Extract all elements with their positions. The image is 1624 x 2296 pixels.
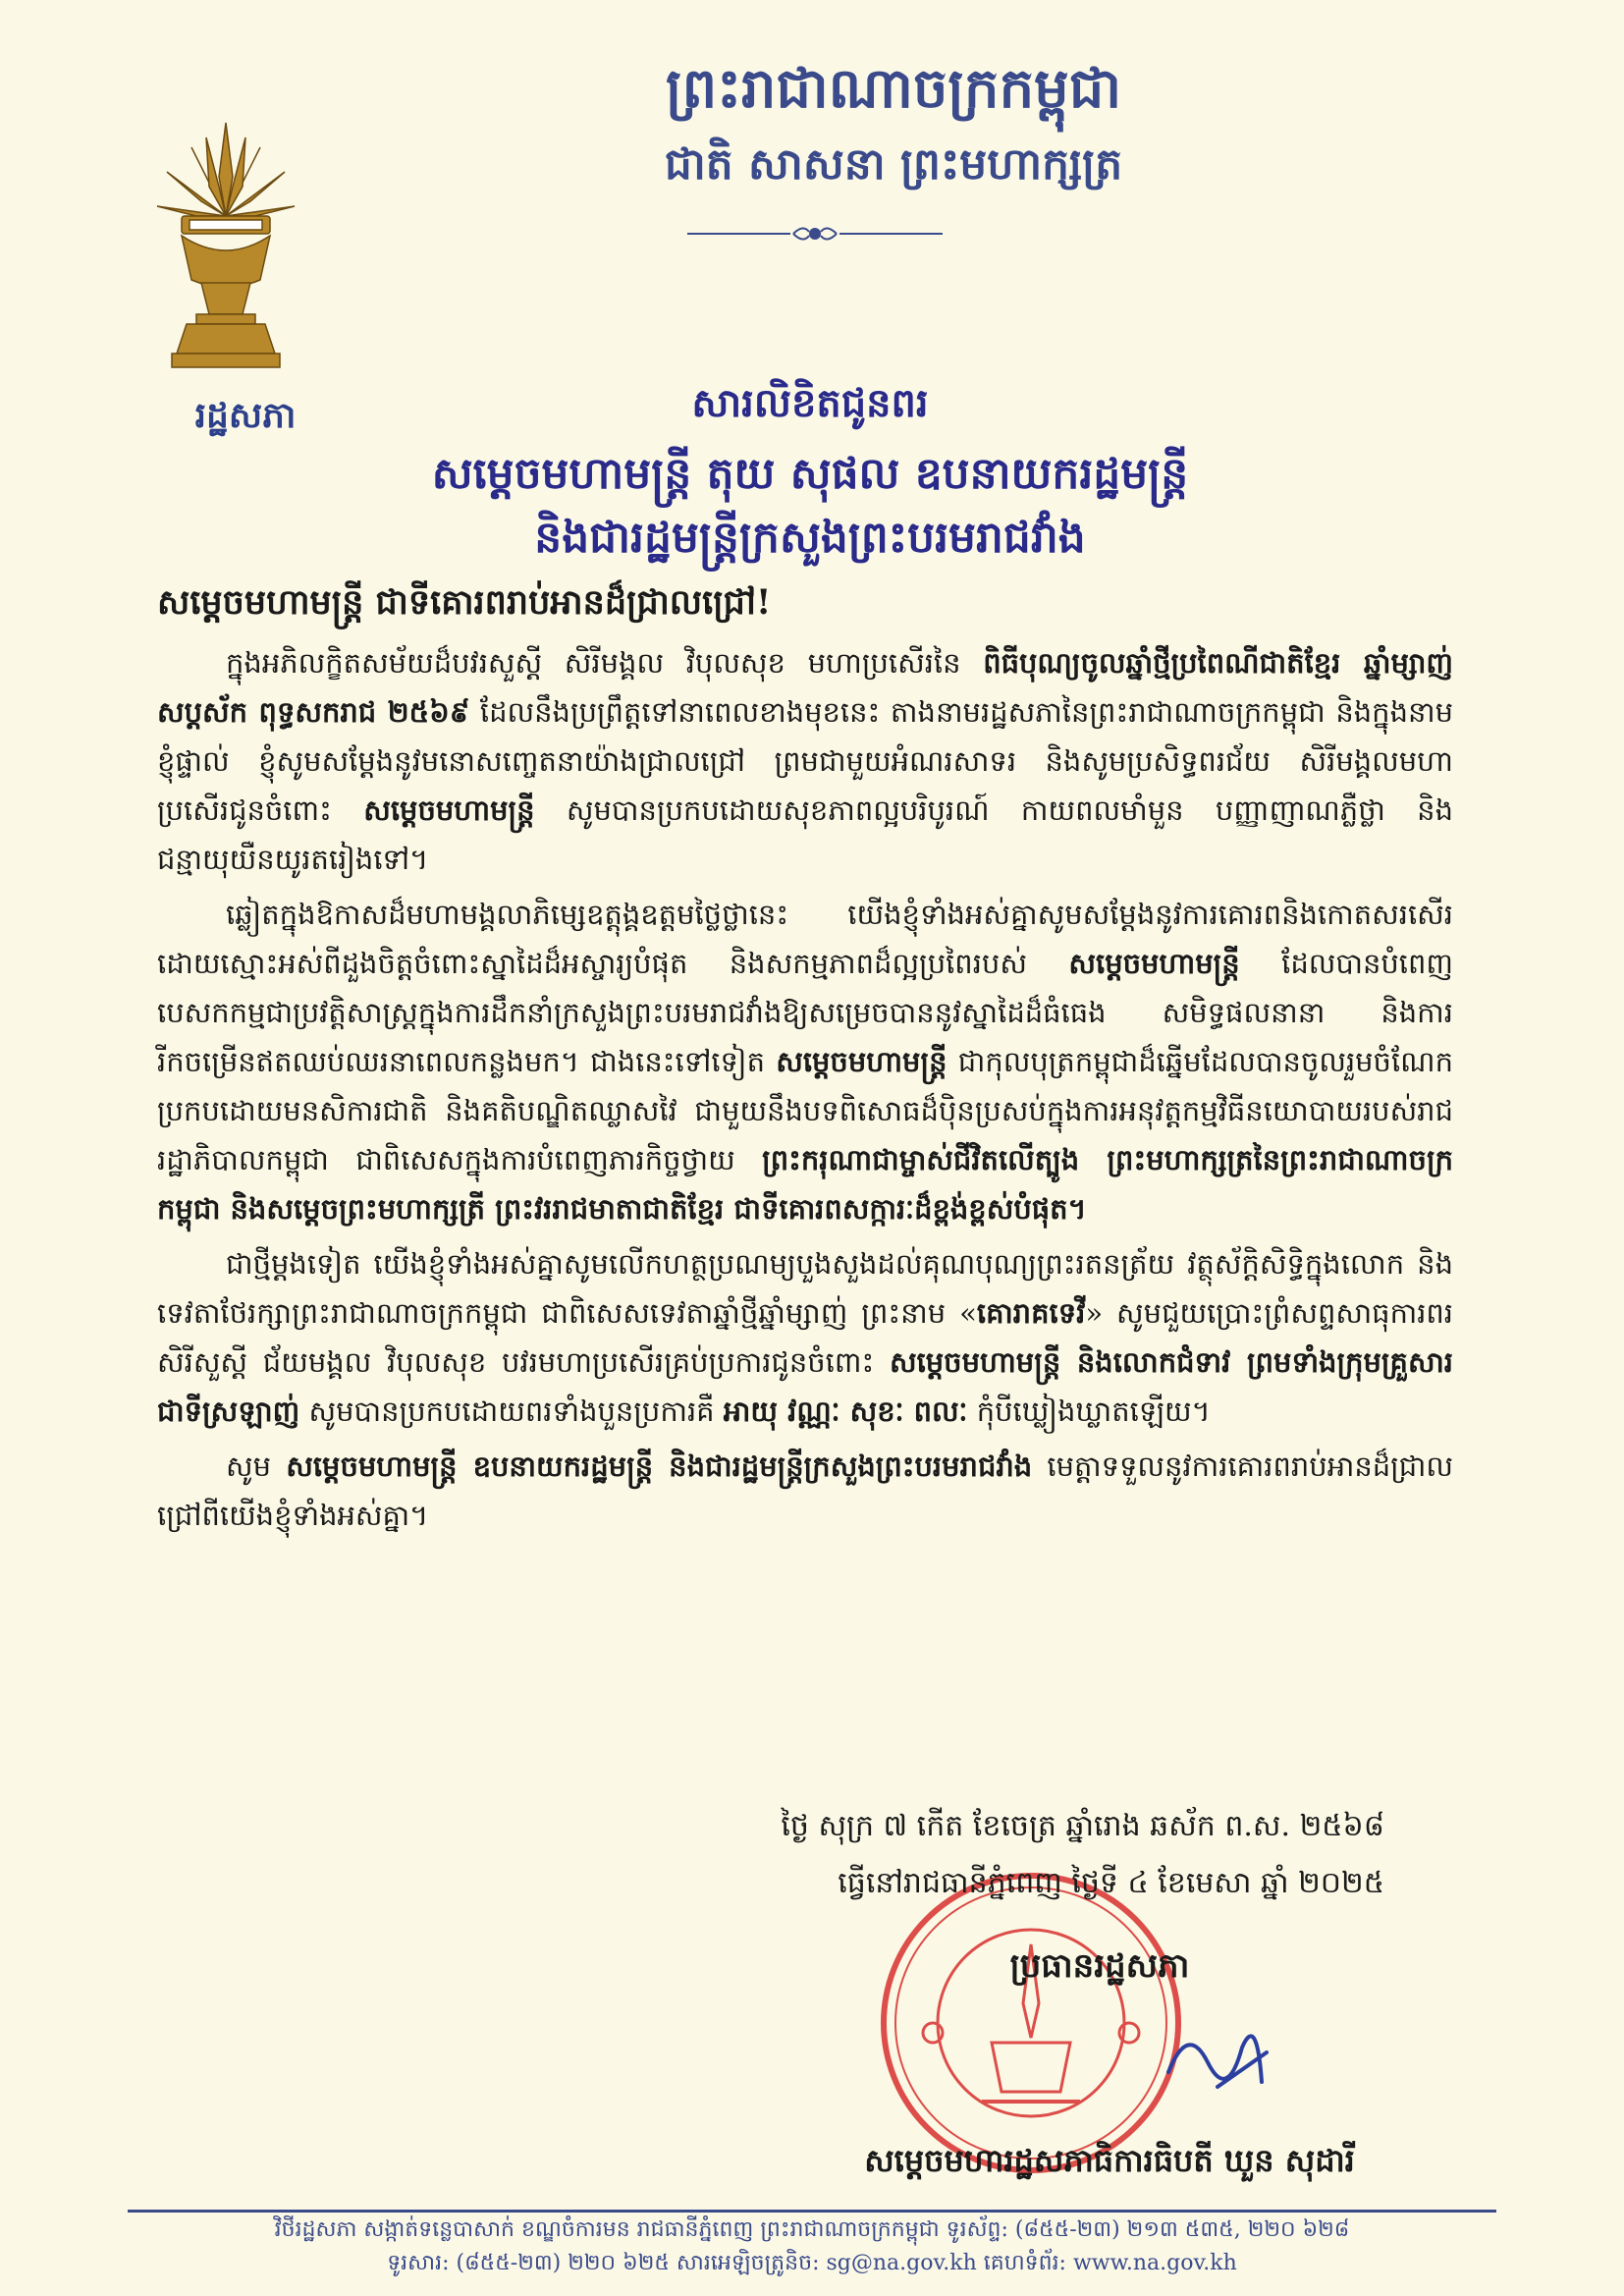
text-span: ដែលនឹងប្រព្រឹត្តទៅនាពេលខាងមុខនេះ តាងនាមរដ្ឋសភានៃព្រះរាជាណាចក្រកម្ពុជា និងក្នុងនាមខ្ញុំផ្ទាល់ ខ្ញុំសូមសម្តែងនូវមនោសញ្ចេតនាយ៉ាងជ្រាលជ្រៅ ព្រមជាមួយអំណរសាទរ និងសូមប្រសិទ្ធពរជ័យ សិរីមង្គលមហាប្រសើរជូនចំពោះ bbox=[157, 695, 1453, 827]
handwritten-signature-icon bbox=[1149, 1994, 1286, 2111]
text-span: ដែលបានបំពេញបេសកកម្មជាប្រវត្តិសាស្ត្រក្នុងការដឹកនាំក្រសួងព្រះបរមរាជវាំងឱ្យសម្រេចបាននូវស្នាដៃដ៏ធំធេង សមិទ្ធផលនានា និងការរីកចម្រើនឥតឈប់ឈរនាពេលកន្លងមក។ ជាងនេះទៅទៀត bbox=[157, 947, 1453, 1078]
text-span: សូមបានប្រកបដោយពរទាំងបួនប្រការគឺ bbox=[299, 1394, 724, 1428]
recipient-line-1: សម្តេចមហាមន្ត្រី តុយ សុផល ឧបនាយករដ្ឋមន្ត្រី bbox=[431, 449, 1189, 499]
footer-divider bbox=[128, 2210, 1496, 2213]
solar-date: ធ្វើនៅរាជធានីភ្នំពេញ ថ្ងៃទី ៤ ខែមេសា ឆ្នាំ ២០២៥ bbox=[838, 1866, 1384, 1900]
signatory-name: សម្តេចមហារដ្ឋសភាធិការធិបតី ឃួន សុដារី bbox=[864, 2142, 1355, 2179]
bold-span: អាយុ វណ្ណៈ សុខៈ ពលៈ bbox=[723, 1394, 968, 1428]
bold-span: ពិធីបុណ្យចូលឆ្នាំថ្មីប្រពៃណីជាតិខ្មែរ ឆ្នាំម្សាញ់ សប្តស័ក ពុទ្ធសករាជ ២៥៦៩ bbox=[157, 646, 1453, 729]
text-span: ឆ្លៀតក្នុងឱកាសដ៏មហាមង្គលាភិម្សេឧត្តុង្គឧត្តមថ្លៃថ្លានេះ យើងខ្ញុំទាំងអស់គ្នាសូមសម្តែងនូវការគោរពនិងកោតសរសើរដោយស្មោះអស់ពីដួងចិត្តចំពោះស្នាដៃដ៏អស្ចារ្យបំផុត និងសកម្មភាពដ៏ល្អប្រពៃរបស់ bbox=[157, 898, 1453, 980]
recipient-line-2: និងជារដ្ឋមន្ត្រីក្រសួងព្រះបរមរាជវាំង bbox=[534, 513, 1086, 563]
national-motto: ជាតិ សាសនា ព្រះមហាក្សត្រ bbox=[664, 139, 1123, 190]
bold-span: សម្តេចមហាមន្ត្រី ឧបនាយករដ្ឋមន្ត្រី និងជារដ្ឋមន្ត្រីក្រសួងព្រះបរមរាជវាំង bbox=[286, 1449, 1033, 1483]
text-span: កុំបីឃ្លៀងឃ្លាតឡើយ។ bbox=[967, 1394, 1211, 1428]
official-seal-icon bbox=[874, 1866, 1188, 2180]
letter-title: សារលិខិតជូនពរ bbox=[691, 380, 929, 426]
text-span: សូម bbox=[226, 1449, 287, 1483]
bold-span: ព្រះករុណាជាម្ចាស់ជីវិតលើត្បូង ព្រះមហាក្សត្រនៃព្រះរាជាណាចក្រកម្ពុជា និងសម្តេចព្រះមហាក្សត្រី ព្រះវររាជមាតាជាតិខ្មែរ ជាទីគោរពសក្ការៈដ៏ខ្ពង់ខ្ពស់បំផុត។ bbox=[157, 1143, 1453, 1226]
text-span: ជាថ្មីម្តងទៀត យើងខ្ញុំទាំងអស់គ្នាសូមលើកហត្ថប្រណម្យបួងសួងដល់គុណបុណ្យព្រះរតនត្រ័យ វត្ថុស័ក្តិសិទ្ធិក្នុងលោក និងទេវតាថែរក្សាព្រះរាជាណាចក្រកម្ពុជា ជាពិសេសទេវតាឆ្នាំថ្មីឆ្នាំម្សាញ់ ព្រះនាម « bbox=[157, 1247, 1453, 1330]
text-span: ជាកុលបុត្រកម្ពុជាដ៏ឆ្នើមដែលបានចូលរួមចំណែកប្រកបដោយមនសិការជាតិ និងគតិបណ្ឌិតឈ្លាសវៃ ជាមួយនឹងបទពិសោធដ៏ប៉ិនប្រសប់ក្នុងការអនុវត្តកម្មវិធីនយោបាយរបស់រាជរដ្ឋាភិបាលកម្ពុជា ជាពិសេសក្នុងការបំពេញភារកិច្ចថ្វាយ bbox=[157, 1045, 1453, 1176]
bold-span: សម្តេចមហាមន្ត្រី bbox=[1068, 947, 1240, 980]
paragraph-3 bbox=[157, 1239, 1453, 1436]
paragraph-4 bbox=[157, 1442, 1453, 1540]
paragraph-1 bbox=[157, 638, 1453, 884]
text-span: » សូមជួយប្រោះព្រំសព្ទសាធុការពរ សិរីសួស្តី ជ័យមង្គល វិបុលសុខ បវរមហាប្រសើរគ្រប់ប្រការជូនចំពោះ bbox=[157, 1296, 1454, 1379]
footer-address: វិថីរដ្ឋសភា សង្កាត់ទន្លេបាសាក់ ខណ្ឌចំការមន រាជធានីភ្នំពេញ ព្រះរាជាណាចក្រកម្ពុជា ទូរស័ព្ទ: (៨៥៥-២៣) ២១៣ ៥៣៥, ២២០ ៦២៨ bbox=[274, 2217, 1350, 2242]
divider-ornament-icon bbox=[687, 222, 943, 246]
bold-span: គោរាគទេវី bbox=[976, 1296, 1086, 1330]
kingdom-heading: ព្រះរាជាណាចក្រកម្ពុជា bbox=[665, 56, 1122, 121]
national-assembly-emblem-icon bbox=[152, 118, 299, 383]
institution-name: រដ្ឋសភា bbox=[194, 395, 297, 436]
signatory-title: ប្រធានរដ្ឋសភា bbox=[1009, 1946, 1190, 1986]
paragraph-2 bbox=[157, 890, 1453, 1233]
bold-span: សម្តេចមហាមន្ត្រី និងលោកជំទាវ ព្រមទាំងក្រុមគ្រួសារជាទីស្រឡាញ់ bbox=[157, 1345, 1453, 1428]
footer-contact: ទូរសារ: (៨៥៥-២៣) ២២០ ៦២៥ សារអេឡិចត្រូនិច: sg@na.gov.kh គេហទំព័រ: www.na.gov.kh bbox=[387, 2251, 1237, 2275]
lunar-date: ថ្ងៃ សុក្រ ៧ កើត ខែចេត្រ ឆ្នាំរោង ឆស័ក ព.ស. ២៥៦៨ bbox=[781, 1809, 1384, 1843]
text-span: សូមបានប្រកបដោយសុខភាពល្អបរិបូរណ៍ កាយពលមាំមួន បញ្ញាញាណភ្លឺថ្លា និងជន្មាយុយឺនយូរតរៀងទៅ។ bbox=[157, 793, 1453, 876]
bold-span: សម្តេចមហាមន្ត្រី bbox=[776, 1045, 947, 1078]
text-span: មេត្តាទទួលនូវការគោរពរាប់អានដ៏ជ្រាលជ្រៅពីយើងខ្ញុំទាំងអស់គ្នា។ bbox=[157, 1449, 1453, 1532]
salutation: សម្តេចមហាមន្ត្រី ជាទីគោរពរាប់អានដ៏ជ្រាលជ្រៅ! bbox=[157, 582, 772, 623]
bold-span: សម្តេចមហាមន្ត្រី bbox=[363, 793, 535, 827]
letter-body bbox=[157, 638, 1453, 1546]
text-span: ក្នុងអភិលក្ខិតសម័យដ៏បវរសួស្តី សិរីមង្គល វិបុលសុខ មហាប្រសើរនៃ bbox=[226, 646, 984, 680]
